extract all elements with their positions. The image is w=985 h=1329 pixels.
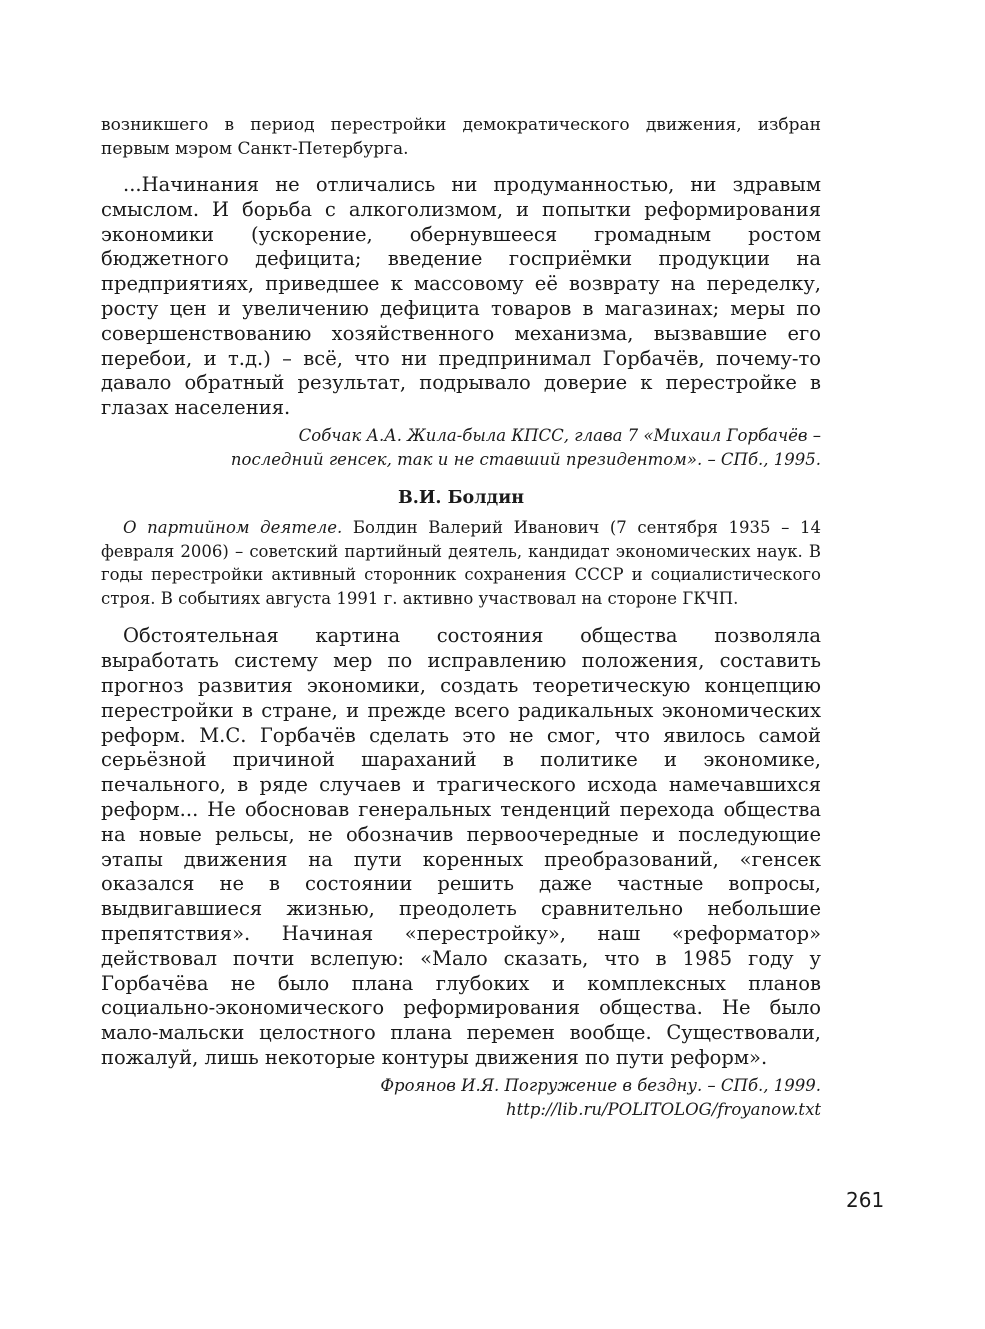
continuation-paragraph: возникшего в период перестройки демократического движения, избран первым мэром Санкт-Петербурга. (101, 115, 821, 159)
boldin-source (101, 1074, 821, 1122)
boldin-source-url: http://lib.ru/POLITOLOG/froyanow.txt (505, 1099, 821, 1119)
bio-lead: О партийном деятеле. (123, 517, 343, 537)
page-content (101, 113, 821, 1122)
boldin-quote: Обстоятельная картина состояния общества позволяла выработать систему мер по исправлению положения, составить прогноз развития экономики, создать теоретическую концепцию перестройки в стране, и прежде всего радикальных экономических реформ. М.С. Горбачёв сделать это не смог, что явилось самой серьёзной причиной шараханий в политике и экономике, печального, в ряде случаев и трагического исхода намечавшихся реформ... Не обосновав генеральных тенденций перехода общества на новые рельсы, не обозначив первоочередные и последующие этапы движения на пути коренных преобразований, «генсек оказался не в состоянии решить даже частные вопросы, выдвигавшиеся жизнью, преодолеть сравнительно небольшие препятствия». Начиная «перестройку», наш «реформатор» действовал почти вслепую: «Мало сказать, что в 1985 году у Горбачёва не было плана глубоких и комплексных планов социально-экономического реформирования общества. Не было мало-мальски целостного плана перемен вообще. Существовали, пожалуй, лишь некоторые контуры движения по пути реформ». (101, 624, 821, 1069)
bio-text: Болдин Валерий Иванович (7 сентября 1935 – 14 февраля 2006) – советский партийный деятель, кандидат экономических наук. В годы перестройки активный сторонник сохранения СССР и социалистического строя. В событиях августа 1991 г. активно участвовал на стороне ГКЧП. (101, 517, 821, 608)
section-heading: В.И. Болдин (397, 487, 525, 508)
sobchak-quote: ...Начинания не отличались ни продуманностью, ни здравым смыслом. И борьба с алкоголизмом, и попытки реформирования экономики (ускорение, обернувшееся громадным ростом бюджетного дефицита; введение госприёмки продукции на предприятиях, приведшее к массовому её возврату на переделку, росту цен и увеличению дефицита товаров в магазинах; меры по совершенствованию хозяйственного механизма, вызвавшие его перебои, и т.д.) – всё, что ни предпринимал Горбачёв, почему-то давало обратный результат, подрывало доверие к перестройке в глазах населения. (101, 173, 821, 420)
boldin-source-line-1: Фроянов И.Я. Погружение в бездну. – СПб., 1999. (380, 1075, 821, 1095)
sobchak-source-line-1: Собчак А.А. Жила-была КПСС, глава 7 «Михаил Горбачёв – (298, 425, 821, 445)
page-number: 261 (846, 1188, 885, 1212)
sobchak-source-line-2: последний генсек, так и не ставший президентом». – СПб., 1995. (230, 449, 821, 469)
sobchak-source (101, 424, 821, 472)
boldin-bio (101, 516, 821, 610)
